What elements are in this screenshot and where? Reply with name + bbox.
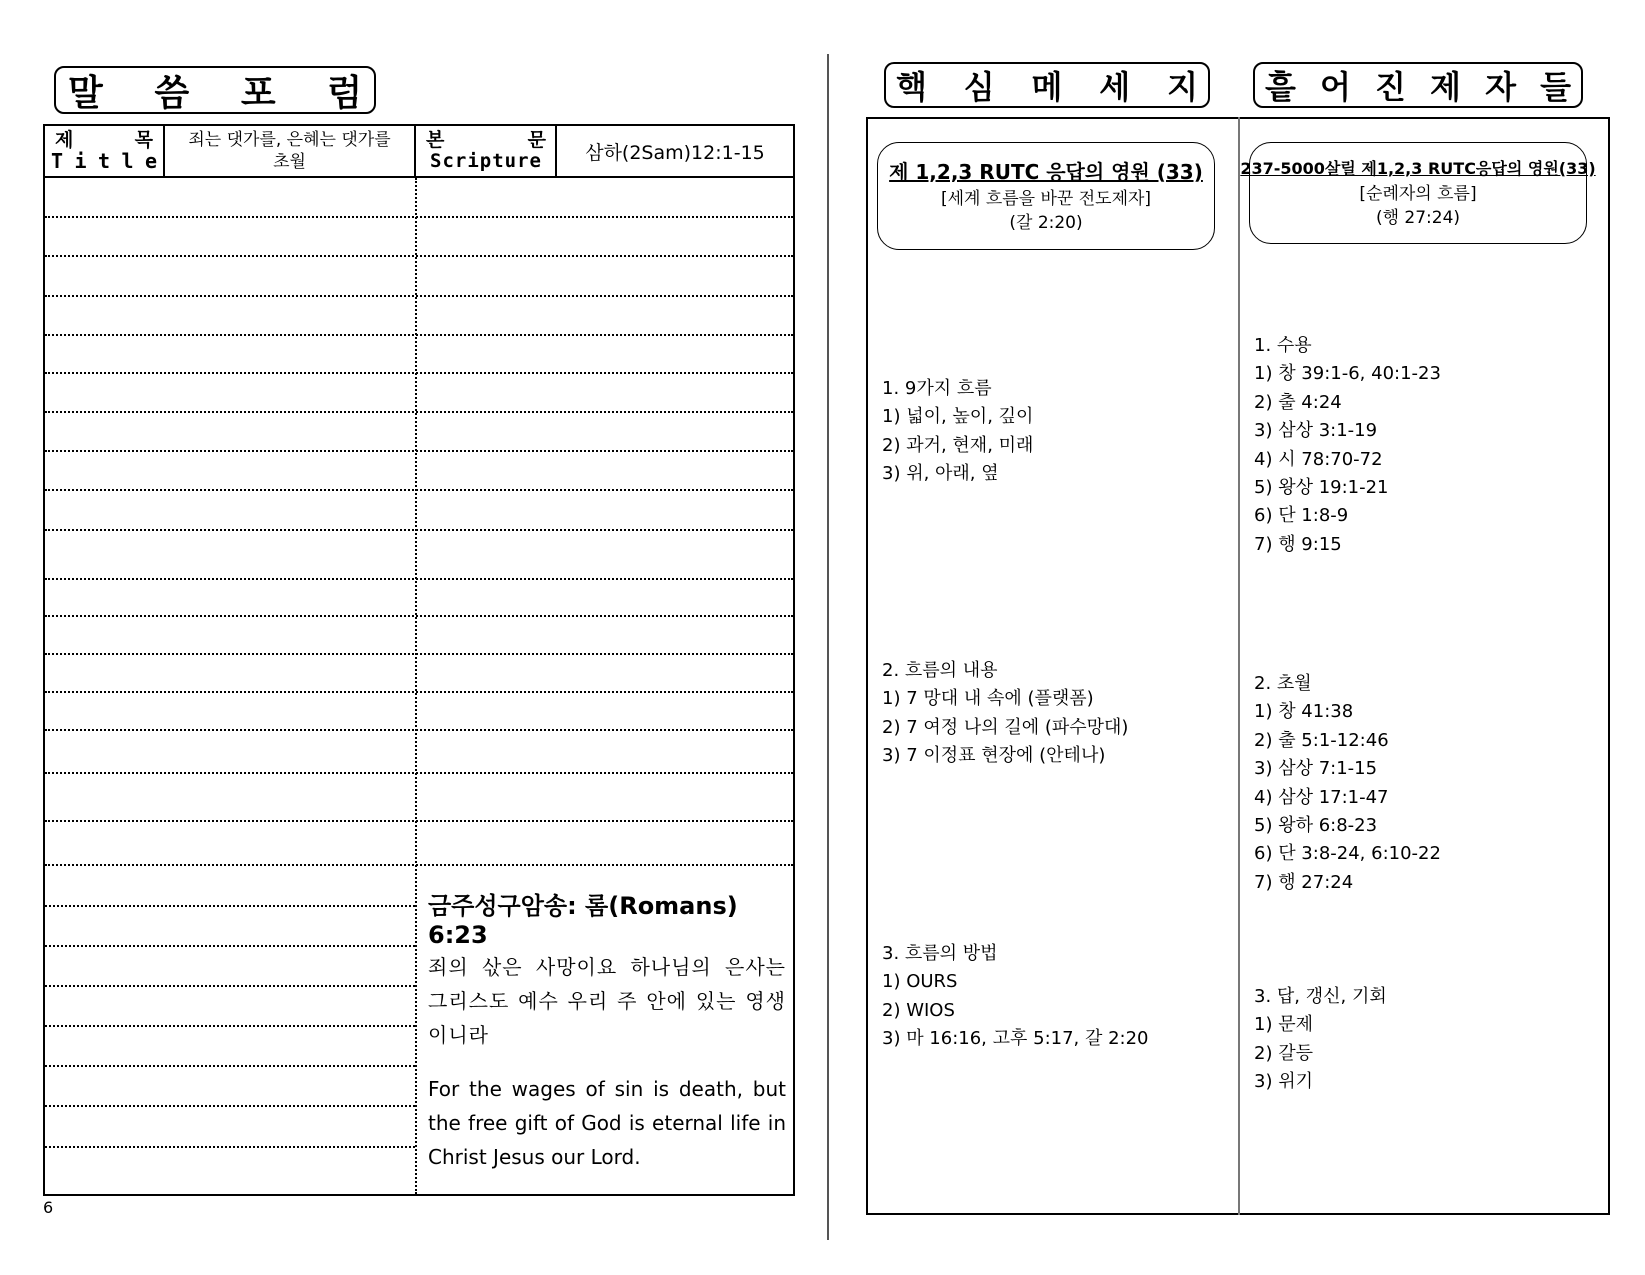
section-item: 1) 창 39:1-6, 40:1-23 bbox=[1254, 363, 1441, 385]
heading-char: 들 bbox=[1540, 68, 1571, 106]
section-item: 4) 삼상 17:1-47 bbox=[1254, 786, 1389, 808]
title-char: 럼 bbox=[327, 72, 362, 114]
section-item: 2) 출 4:24 bbox=[1254, 391, 1342, 413]
heading-char: 세 bbox=[1099, 68, 1131, 106]
note-line bbox=[45, 216, 793, 218]
heading-char: 심 bbox=[963, 68, 995, 106]
note-line bbox=[45, 1065, 415, 1067]
disciples-message-title: 237-5000살릴 제1,2,3 RUTC응답의 영원(33) bbox=[1240, 159, 1596, 178]
core-message-reference: (갈 2:20) bbox=[1009, 213, 1083, 233]
heading-char: 지 bbox=[1167, 68, 1198, 106]
title-char: 씀 bbox=[154, 72, 190, 114]
title-label-en: i bbox=[74, 149, 87, 173]
title-label-en: e bbox=[144, 149, 157, 173]
heading-char: 흩 bbox=[1265, 68, 1296, 106]
outline-section bbox=[1254, 670, 1604, 897]
note-line bbox=[45, 334, 793, 336]
note-line bbox=[45, 615, 793, 617]
section-item: 2) WIOS bbox=[882, 999, 955, 1021]
outline-section bbox=[1254, 983, 1604, 1097]
note-line bbox=[45, 529, 793, 531]
disciples-message-reference: (행 27:24) bbox=[1375, 208, 1461, 228]
section-item: 3) 삼상 7:1-15 bbox=[1254, 758, 1378, 780]
section-item: 3) 7 이정표 현장에 (안테나) bbox=[882, 745, 1106, 767]
section-item: 6) 단 3:8-24, 6:10-22 bbox=[1254, 843, 1441, 865]
heading-char: 자 bbox=[1485, 68, 1516, 106]
scripture-label-ko: 문 bbox=[527, 129, 546, 151]
note-line bbox=[45, 578, 793, 580]
scripture-reference: 삼하(2Sam)12:1-15 bbox=[585, 141, 765, 164]
core-message-subtitle: [세계 흐름을 바꾼 전도제자] bbox=[940, 189, 1152, 209]
disciples-message-subtitle: [순례자의 흐름] bbox=[1359, 184, 1477, 204]
core-message-heading bbox=[884, 62, 1210, 108]
note-line bbox=[45, 295, 793, 297]
section-item: 7) 행 9:15 bbox=[1254, 533, 1342, 555]
section-item: 2) 7 여정 나의 길에 (파수망대) bbox=[882, 716, 1129, 738]
note-line bbox=[45, 772, 793, 774]
note-line bbox=[45, 729, 793, 731]
title-label-ko: 제 bbox=[55, 129, 74, 151]
note-line bbox=[45, 1105, 415, 1107]
note-line bbox=[45, 905, 415, 907]
header-divider bbox=[414, 124, 416, 178]
heading-char: 제 bbox=[1430, 68, 1461, 106]
note-line bbox=[45, 255, 793, 257]
section-item: 1) 창 41:38 bbox=[1254, 701, 1354, 723]
outline-section bbox=[882, 657, 1232, 771]
note-line bbox=[45, 945, 415, 947]
section-item: 3) 위, 아래, 옆 bbox=[882, 463, 999, 485]
note-line bbox=[45, 653, 793, 655]
section-item: 2) 과거, 현재, 미래 bbox=[882, 434, 1034, 456]
core-message-box bbox=[877, 142, 1215, 250]
scripture-label bbox=[422, 126, 550, 176]
section-item: 5) 왕상 19:1-21 bbox=[1254, 477, 1389, 499]
section-item: 1) 문제 bbox=[1254, 1014, 1313, 1036]
note-line bbox=[45, 985, 415, 987]
outline-section bbox=[882, 375, 1232, 489]
scripture-label-ko: 본 bbox=[426, 129, 445, 151]
title-label bbox=[51, 126, 157, 176]
note-line bbox=[45, 820, 793, 822]
page-number: 6 bbox=[43, 1198, 54, 1217]
section-heading: 2. 흐름의 내용 bbox=[882, 660, 998, 681]
section-item: 1) 넓이, 높이, 깊이 bbox=[882, 406, 1034, 428]
sermon-title bbox=[165, 126, 414, 176]
scripture-label-en: Scripture bbox=[430, 150, 542, 172]
section-heading: 2. 초월 bbox=[1254, 673, 1312, 694]
note-line bbox=[45, 372, 793, 374]
memory-verse-english: For the wages of sin is death, but the free gift of God is eternal life in Christ Jesus our Lord. bbox=[428, 1077, 786, 1169]
sermon-title-line: 초월 bbox=[273, 152, 306, 172]
section-item: 5) 왕하 6:8-23 bbox=[1254, 815, 1378, 837]
scattered-disciples-heading bbox=[1253, 62, 1583, 108]
memory-verse-korean: 죄의 삯은 사망이요 하나님의 은사는 그리스도 예수 우리 주 안에 있는 영생이니라 bbox=[428, 955, 786, 1047]
core-message-title: 제 1,2,3 RUTC 응답의 영원 (33) bbox=[889, 160, 1203, 184]
section-item: 2) 갈등 bbox=[1254, 1042, 1313, 1064]
note-line bbox=[45, 864, 793, 866]
heading-char: 핵 bbox=[896, 68, 927, 106]
scripture-reference-cell bbox=[557, 126, 793, 176]
title-char: 말 bbox=[68, 72, 103, 114]
heading-char: 진 bbox=[1375, 68, 1406, 106]
note-line bbox=[45, 1025, 415, 1027]
title-label-en: t bbox=[97, 149, 111, 173]
section-item: 2) 출 5:1-12:46 bbox=[1254, 729, 1389, 751]
heading-char: 어 bbox=[1320, 68, 1351, 106]
title-char: 포 bbox=[240, 72, 276, 114]
note-line bbox=[45, 450, 793, 452]
section-item: 6) 단 1:8-9 bbox=[1254, 505, 1349, 527]
section-heading: 3. 답, 갱신, 기회 bbox=[1254, 986, 1387, 1007]
section-item: 4) 시 78:70-72 bbox=[1254, 448, 1383, 470]
outline-section bbox=[1254, 332, 1604, 559]
section-item: 3) 위기 bbox=[1254, 1071, 1313, 1093]
heading-char: 메 bbox=[1031, 68, 1063, 106]
section-item: 1) OURS bbox=[882, 971, 958, 993]
sermon-title-line: 죄는 댓가를, 은혜는 댓가를 bbox=[188, 130, 391, 150]
title-label-en: T bbox=[51, 149, 64, 173]
section-item: 1) 7 망대 내 속에 (플랫폼) bbox=[882, 688, 1094, 710]
note-line bbox=[45, 691, 793, 693]
notes-column-divider bbox=[415, 178, 417, 1194]
section-item: 3) 삼상 3:1-19 bbox=[1254, 420, 1378, 442]
section-heading: 1. 9가지 흐름 bbox=[882, 378, 992, 399]
title-label-en: l bbox=[121, 149, 134, 173]
sermon-forum-title bbox=[54, 66, 376, 114]
section-heading: 1. 수용 bbox=[1254, 335, 1312, 356]
section-heading: 3. 흐름의 방법 bbox=[882, 943, 998, 964]
disciples-message-box bbox=[1240, 142, 1596, 244]
note-line bbox=[45, 1146, 415, 1148]
title-label-ko: 목 bbox=[134, 129, 153, 151]
memory-verse-title: 금주성구암송: 롬(Romans) 6:23 bbox=[428, 892, 738, 949]
note-line bbox=[45, 489, 793, 491]
note-line bbox=[45, 411, 793, 413]
section-item: 7) 행 27:24 bbox=[1254, 871, 1354, 893]
page-spine bbox=[827, 54, 829, 1240]
message-column-divider bbox=[1238, 117, 1240, 1215]
section-item: 3) 마 16:16, 고후 5:17, 갈 2:20 bbox=[882, 1028, 1149, 1050]
outline-section bbox=[882, 940, 1232, 1054]
